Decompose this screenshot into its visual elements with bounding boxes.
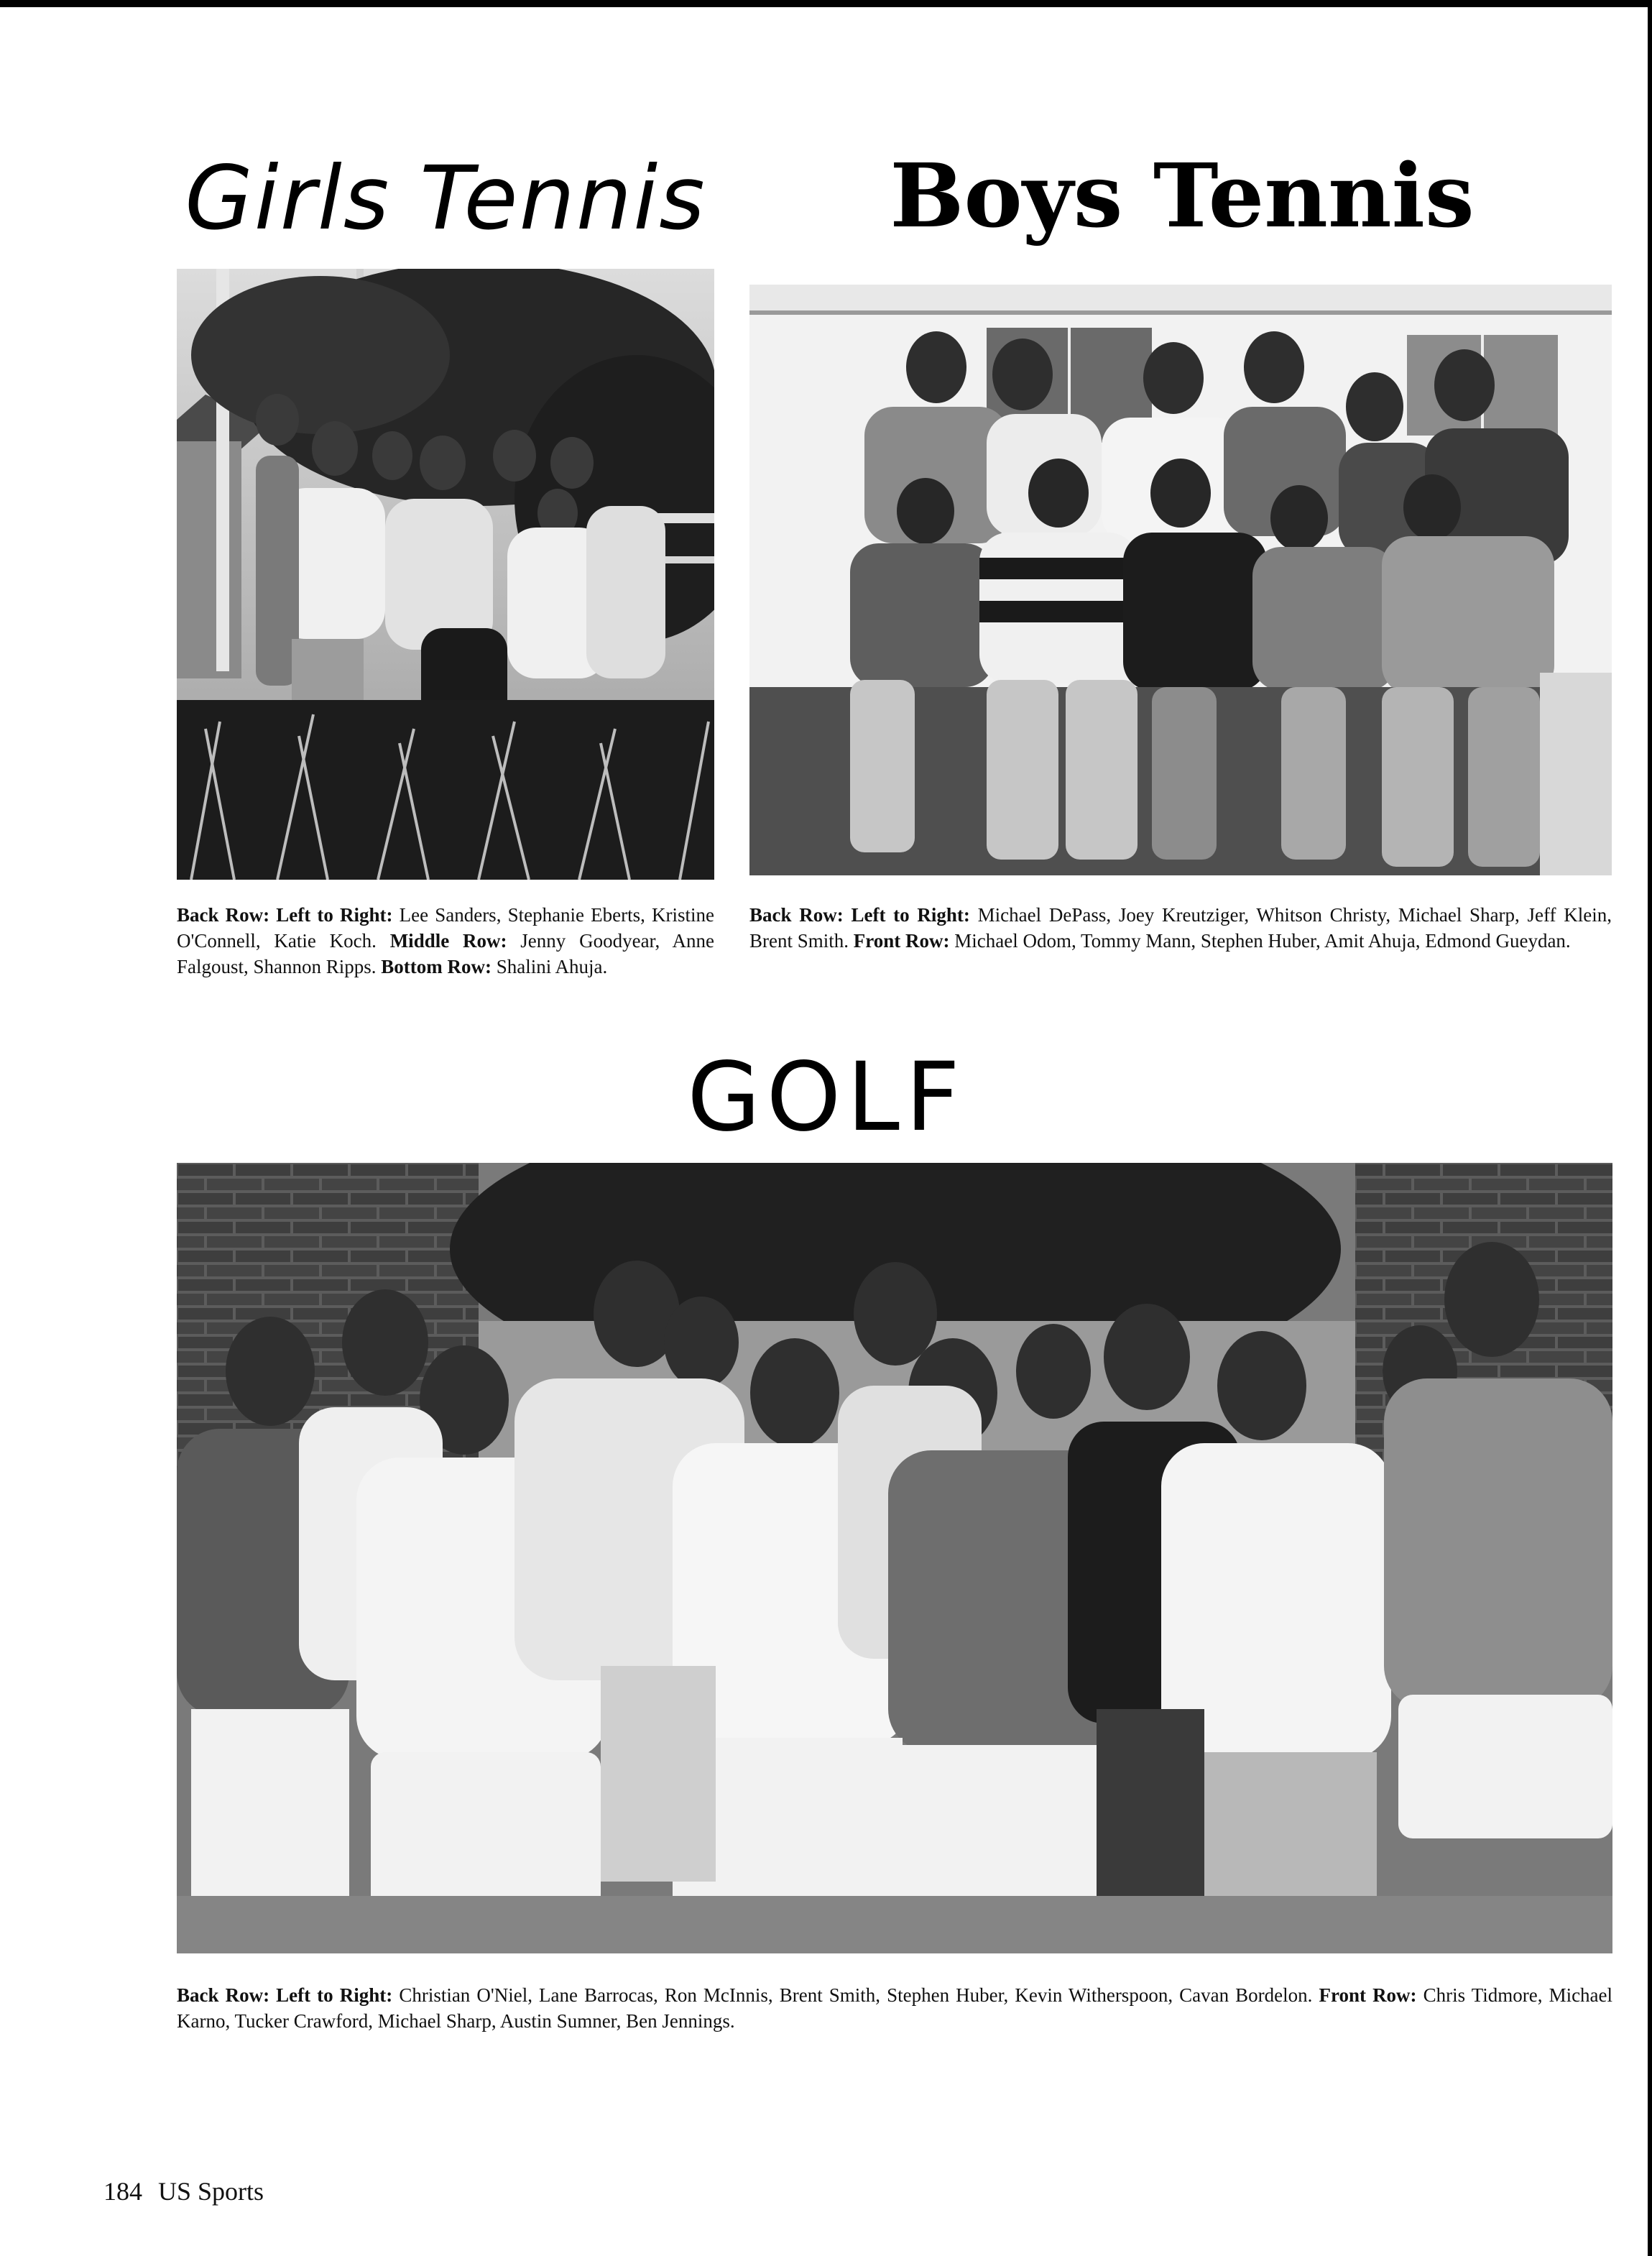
caption-label: Bottom Row: [381,956,492,977]
golf-team-photo [177,1163,1612,1953]
caption-label: Front Row: [853,930,950,952]
right-border [1648,0,1652,2256]
caption-label: Back Row: Left to Right: [749,904,970,926]
golf-caption [177,1982,1612,2034]
page-number: 184 [103,2177,142,2206]
page-footer [103,2176,264,2206]
caption-names: Lee Sanders, Stephanie Eberts, Kristine O'Connell, Katie Koch. [177,904,715,952]
caption-label: Middle Row: [389,930,507,952]
section-name: US Sports [158,2177,264,2206]
boys-tennis-team-photo [749,285,1612,875]
caption-names: Chris Tidmore, Michael Karno, Tucker Crawford, Michael Sharp, Austin Sumner, Ben Jennings. [177,1984,1613,2032]
girls-tennis-caption [177,902,714,980]
boys-tennis-heading: Boys Tennis [890,144,1475,247]
caption-names: Christian O'Niel, Lane Barrocas, Ron McInnis, Brent Smith, Stephen Huber, Kevin Witherspoon, Cavan Bordelon. [399,1984,1313,2006]
caption-names: Michael DePass, Joey Kreutziger, Whitson Christy, Michael Sharp, Jeff Klein, Brent Smith. [749,904,1612,952]
caption-label: Back Row: Left to Right: [177,1984,393,2006]
girls-tennis-team-photo [177,269,714,880]
caption-names: Shalini Ahuja. [496,956,608,977]
golf-heading: GOLF [687,1042,966,1153]
boys-tennis-caption [749,902,1612,954]
caption-label: Front Row: [1319,1984,1417,2006]
caption-label: Back Row: Left to Right: [177,904,393,926]
girls-tennis-heading: Girls Tennis [185,147,706,249]
caption-names: Michael Odom, Tommy Mann, Stephen Huber, Amit Ahuja, Edmond Gueydan. [954,930,1571,952]
caption-names: Jenny Goodyear, Anne Falgoust, Shannon Ripps. [177,930,714,977]
top-border [0,0,1652,7]
